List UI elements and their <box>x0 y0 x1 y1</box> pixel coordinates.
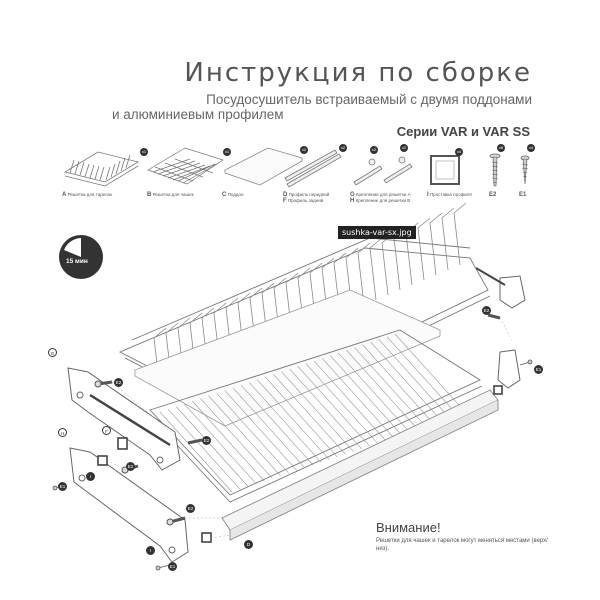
part-h-letter: H <box>350 198 355 204</box>
part-g-letter: G <box>350 192 355 198</box>
part-g-qty-2: x2 <box>401 145 407 150</box>
upper-tray <box>135 290 440 426</box>
callout-i-2: I <box>146 546 155 555</box>
part-d-letter: D <box>283 192 288 198</box>
callout-f: F <box>102 426 111 435</box>
right-bracket-bottom <box>498 350 520 388</box>
part-i-qty: x4 <box>456 149 462 154</box>
callout-e1-1: E1 <box>59 484 66 489</box>
part-e1-qty: x4 <box>528 145 534 150</box>
part-b-letter: B <box>147 192 152 198</box>
part-c-qty: x2 <box>301 147 307 152</box>
callout-i-1: I <box>86 472 95 481</box>
part-h-text: Крепление для решетки B <box>355 198 411 203</box>
assembly-time: 15 мин <box>66 258 88 265</box>
part-c-text: Поддон <box>227 192 244 197</box>
callout-e2-4: E2 <box>187 506 194 511</box>
right-bracket-top <box>476 268 525 308</box>
part-b-qty: x1 <box>224 149 230 154</box>
part-e2-letter: E2 <box>489 192 497 198</box>
part-a-qty: x1 <box>141 149 147 154</box>
front-profile <box>222 390 498 540</box>
notice-heading: Внимание! <box>376 520 441 535</box>
callout-d: D <box>244 540 253 549</box>
part-c-letter: C <box>222 192 227 198</box>
part-e1-letter: E1 <box>519 192 527 198</box>
callout-e2-5: E2 <box>483 308 490 313</box>
part-a-text: Решетка для тарелок <box>67 192 113 197</box>
notice-text: Решетки для чашек и тарелок могут меняться местами (верх/низ). <box>376 538 548 552</box>
callout-e1-3: E1 <box>169 564 176 569</box>
subtitle-line-1: Посудосушитель встраиваемый с двумя поддонами <box>206 92 532 107</box>
part-i-text: Проставка профиля <box>429 192 472 197</box>
callout-e1-2: E1 <box>535 367 542 372</box>
image-filename: sushka-var-sx.jpg <box>338 226 416 239</box>
part-i-letter: I <box>427 192 429 198</box>
part-g-text: Крепление для решетки A <box>355 192 411 197</box>
callout-e2-2: E2 <box>203 438 210 443</box>
part-g-qty-1: x2 <box>371 147 377 152</box>
subtitle-line-2: и алюминиевым профилем <box>112 107 284 122</box>
part-a-letter: A <box>62 192 67 198</box>
part-d-qty: x2 <box>340 145 346 150</box>
series-label: Серии VAR и VAR SS <box>396 124 530 139</box>
part-d-text: Профиль передний <box>288 192 330 197</box>
part-e2-qty: x8 <box>498 145 504 150</box>
callout-e2-1: E2 <box>115 380 122 385</box>
callout-e2-3: E2 <box>127 464 134 469</box>
page-title: Инструкция по сборке <box>184 58 532 88</box>
part-f-letter: F <box>283 198 287 204</box>
part-b-text: Решетка для чашек <box>152 192 194 197</box>
callout-g: G <box>48 348 57 357</box>
callout-h: H <box>58 428 67 437</box>
part-f-text: Профиль задний <box>287 198 324 203</box>
